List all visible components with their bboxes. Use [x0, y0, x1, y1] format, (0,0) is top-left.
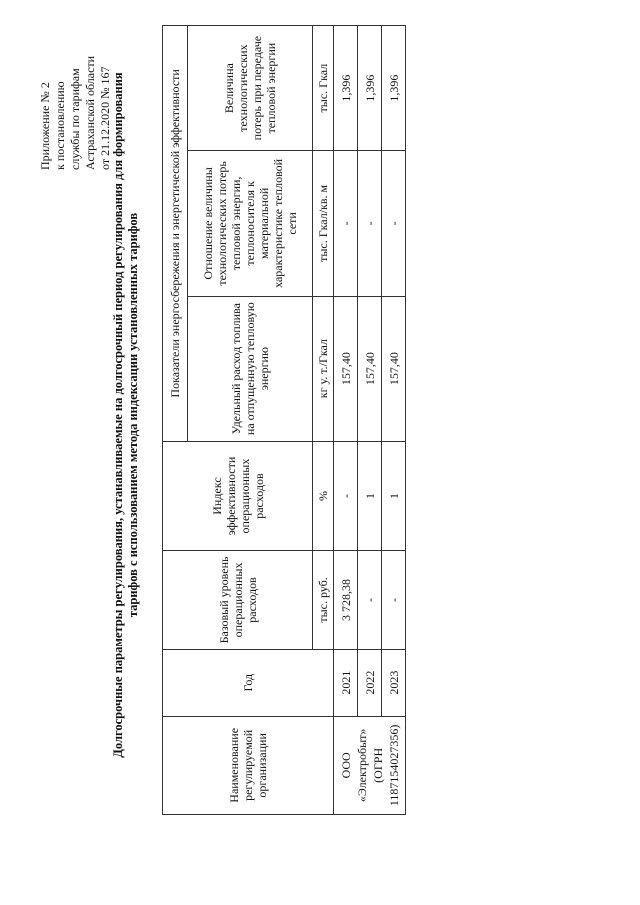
title-line: тарифов с использованием метода индексации установленных тарифов	[126, 212, 140, 618]
annex-header	[38, 10, 113, 170]
ratio-cell: -	[334, 151, 358, 296]
table-row	[334, 26, 358, 815]
index-cell: -	[334, 441, 358, 551]
year-cell: 2021	[334, 649, 358, 716]
unit-cell: %	[313, 441, 334, 551]
org-name-line: (ОГРН	[370, 747, 385, 783]
loss-cell: 1,396	[334, 26, 358, 151]
header-energy-group: Показатели энергосбережения и энергетической эффективности	[163, 26, 188, 442]
unit-cell: кг у. т./Гкал	[313, 296, 334, 441]
annex-line: к постановлению	[53, 81, 67, 170]
base-cell: 3 728,38	[334, 551, 358, 649]
title-line: Долгосрочные параметры регулирования, устанавливаемые на долгосрочный период регулирования для формирования	[111, 72, 125, 758]
annex-line: от 21.12.2020 № 167	[98, 66, 112, 170]
org-name-cell	[334, 716, 406, 814]
header-org: Наименование регулируемой организации	[163, 716, 334, 814]
year-cell: 2022	[358, 649, 382, 716]
annex-line: Приложение № 2	[38, 82, 52, 170]
annex-line: Астраханской области	[83, 55, 97, 170]
ratio-cell: -	[382, 151, 406, 296]
org-name-line: 1187154027356)	[386, 724, 401, 807]
unit-cell: тыс. руб.	[313, 551, 334, 649]
year-cell: 2023	[382, 649, 406, 716]
unit-cell: тыс. Гкал/кв. м	[313, 151, 334, 296]
header-year: Год	[163, 649, 334, 716]
unit-cell: тыс. Гкал	[313, 26, 334, 151]
index-cell: 1	[358, 441, 382, 551]
base-cell: -	[382, 551, 406, 649]
table-row	[382, 26, 406, 815]
ratio-cell: -	[358, 151, 382, 296]
base-cell: -	[358, 551, 382, 649]
table-row	[358, 26, 382, 815]
annex-line: службы по тарифам	[68, 68, 82, 170]
loss-cell: 1,396	[358, 26, 382, 151]
index-cell: 1	[382, 441, 406, 551]
parameters-table	[162, 25, 406, 815]
header-loss-value: Величина технологических потерь при передаче тепловой энергии	[188, 26, 313, 151]
header-base-level: Базовый уровень операционных расходов	[163, 551, 313, 649]
loss-cell: 1,396	[382, 26, 406, 151]
header-loss-ratio: Отношение величины технологических потерь тепловой энергии, теплоносителя к материальной характеристике тепловой сети	[188, 151, 313, 296]
fuel-cell: 157,40	[358, 296, 382, 441]
header-fuel-rate: Удельный расход топлива на отпущенную тепловую энергию	[188, 296, 313, 441]
document-title	[111, 45, 141, 785]
header-efficiency-index: Индекс эффективности операционных расходов	[163, 441, 313, 551]
org-name-line: ООО «Электробыт»	[338, 728, 369, 803]
fuel-cell: 157,40	[382, 296, 406, 441]
fuel-cell: 157,40	[334, 296, 358, 441]
